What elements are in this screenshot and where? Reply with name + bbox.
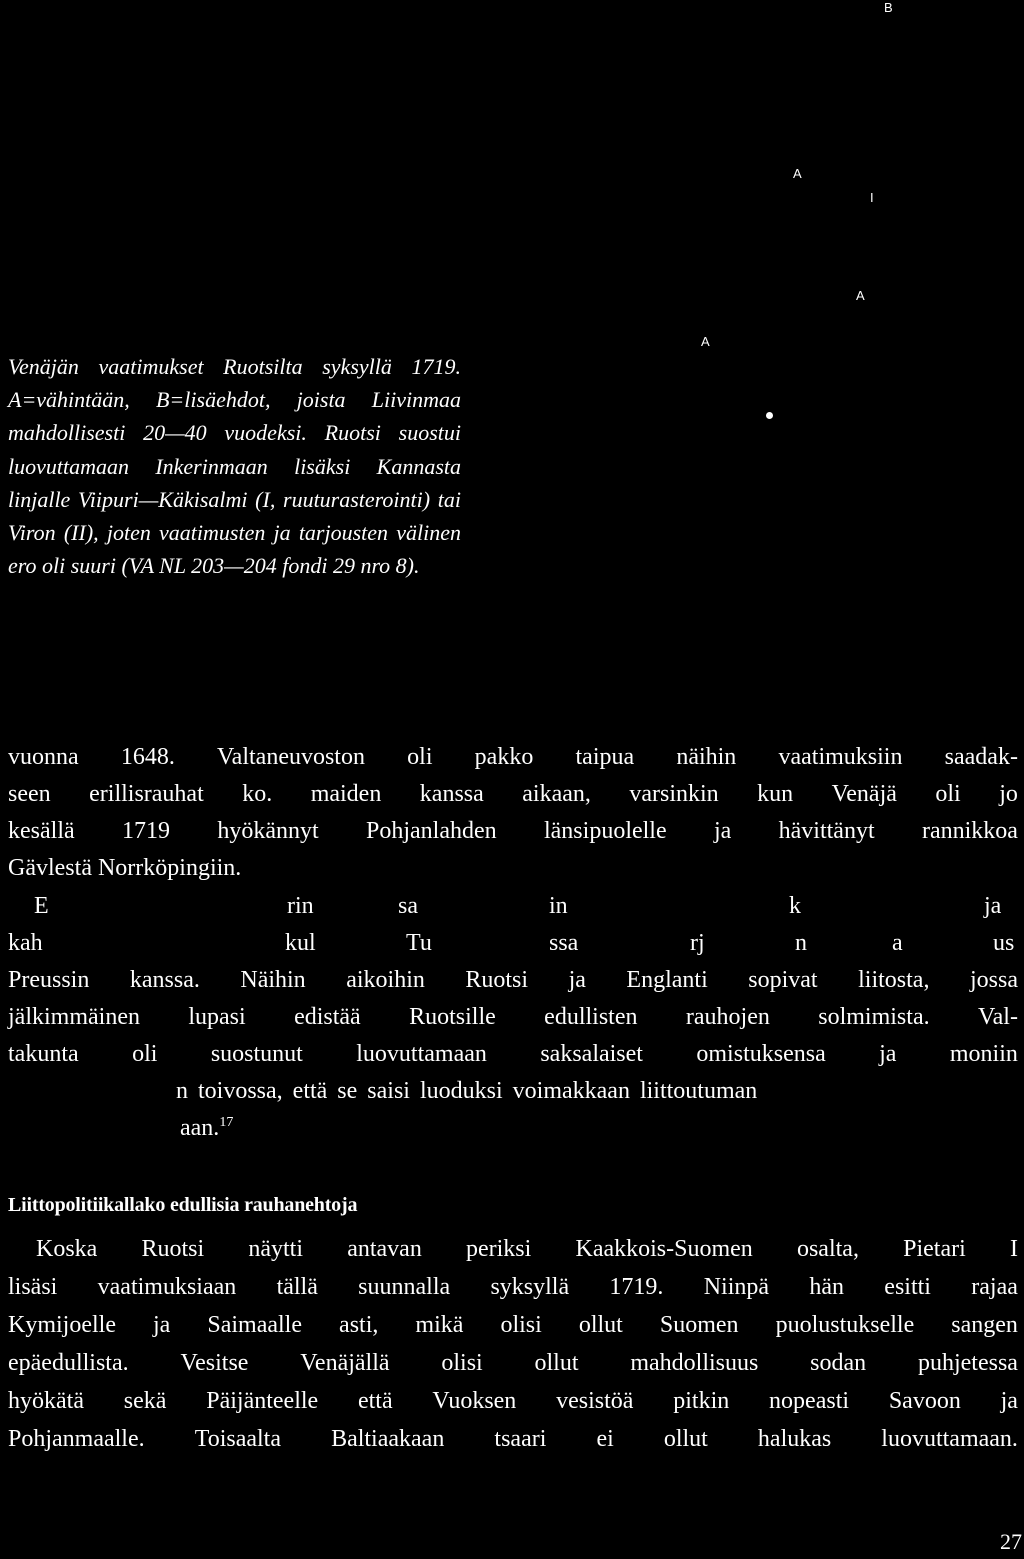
word: 1719. [609,1274,664,1300]
word: Baltiaakaan [331,1426,445,1452]
word: rauhojen [685,1004,770,1030]
word: ollut [578,1312,623,1338]
word: 1719 [121,818,170,844]
word: maiden [310,781,382,807]
word: ja [879,1041,897,1067]
word: Savoon [888,1388,961,1414]
fragment-word: sa [398,893,418,919]
body-line [8,967,1018,994]
word: Pohjanmaalle. [8,1426,145,1452]
word: hän [809,1274,844,1300]
word: oli [935,781,961,807]
word: ja [713,818,732,844]
fragment-word: kah [8,930,43,956]
word: nopeasti [769,1388,850,1414]
word: Toisaalta [194,1426,281,1452]
word: ja [1000,1388,1018,1414]
word: edullisten [544,1004,638,1030]
word: aikoihin [346,967,425,993]
word: Kymijoelle [8,1312,116,1338]
word: hävittänyt [778,818,875,844]
word: näytti [248,1236,304,1262]
word: tällä [276,1274,318,1300]
word: Ruotsille [409,1004,496,1030]
fragment-word: rj [690,930,705,956]
map-point-icon [766,412,773,419]
body-line [8,1274,1018,1301]
word: pitkin [673,1388,730,1414]
body-line [8,1350,1018,1377]
word: Pohjanlahden [366,818,497,844]
map-label-a3: A [701,334,710,349]
fragment-word: k [789,893,801,919]
word: lupasi [188,1004,246,1030]
word: Suomen [659,1312,739,1338]
word: suunnalla [358,1274,451,1300]
word: sopivat [748,967,818,993]
word: edistää [294,1004,361,1030]
word: rajaa [971,1274,1018,1300]
word: esitti [884,1274,931,1300]
word: mahdollisuus [630,1350,759,1376]
page-number: 27 [1000,1529,1022,1554]
body-line [8,1312,1018,1339]
body-line: n toivossa, että se saisi luoduksi voimakkaan liittoutuman [176,1078,758,1104]
body-line [8,1388,1018,1415]
word: solmimista. [818,1004,930,1030]
fragment-word: rin [287,893,314,919]
word: olisi [441,1350,483,1376]
word: luovuttamaan [356,1041,487,1067]
word: 1648. [120,744,175,770]
map-label-a2: A [856,288,865,303]
word: rannikkoa [921,818,1018,844]
body-line [8,818,1018,845]
word: ja [568,967,586,993]
body-line [8,1041,1018,1068]
word: takunta [8,1041,79,1067]
word: hyökätä [8,1388,84,1414]
fragment-word: E [34,893,49,919]
map-label-a1: A [793,166,802,181]
word: seen [8,781,51,807]
word: ko. [242,781,273,807]
word: Niinpä [703,1274,770,1300]
word: Koska [36,1236,98,1262]
word: tsaari [494,1426,547,1452]
body-line [8,1004,1018,1031]
word: kun [757,781,794,807]
fragment-line [8,930,1018,960]
word: luovuttamaan. [881,1426,1018,1452]
word: Vuoksen [432,1388,517,1414]
word: epäedullista. [8,1350,129,1376]
word: Kaakkois-Suomen [575,1236,753,1262]
fragment-line [8,893,1018,923]
word: antavan [347,1236,422,1262]
word: kanssa. [129,967,200,993]
word: vaatimuksiaan [97,1274,237,1300]
word: Saimaalle [207,1312,303,1338]
word: Englanti [626,967,708,993]
word: että [357,1388,393,1414]
word: Päijänteelle [206,1388,319,1414]
word: Vesitse [180,1350,249,1376]
map-label-i: I [870,190,874,205]
word: halukas [757,1426,832,1452]
word: ja [153,1312,171,1338]
word: moniin [949,1041,1018,1067]
word: Preussin [8,967,90,993]
word: I [1009,1236,1018,1262]
word: ei [596,1426,614,1452]
word: jo [999,781,1018,807]
fragment-word: kul [285,930,316,956]
fragment-word: a [892,930,903,956]
word: vuonna [8,744,79,770]
word: kanssa [419,781,484,807]
word: Venäjä [831,781,897,807]
fragment-word: ja [984,893,1002,919]
word: sodan [810,1350,867,1376]
word: vaatimuksiin [778,744,903,770]
word: varsinkin [629,781,719,807]
word: Val- [977,1004,1018,1030]
word: oli [407,744,433,770]
word: taipua [575,744,635,770]
word: puolustukselle [775,1312,915,1338]
body-line [8,1426,1018,1453]
word: Näihin [240,967,306,993]
word: pakko [474,744,534,770]
word: länsipuolelle [543,818,667,844]
word: ollut [534,1350,579,1376]
word: sangen [951,1312,1018,1338]
body-line: Gävlestä Norrköpingiin. [8,855,242,881]
word: aikaan, [522,781,591,807]
word: lisäsi [8,1274,58,1300]
word: Valtaneuvoston [217,744,365,770]
map-caption: Venäjän vaatimukset Ruotsilta syksyllä 1719. A=vähintään, B=lisäehdot, joista Liivinmaa mahdollisesti 20—40 vuodeksi. Ruotsi suostui luovuttamaan Inkerinmaan lisäksi Kannasta linjalle Viipuri—Käkisalmi (I, ruuturasterointi) tai Viron (II), joten vaatimusten ja tarjousten välinen ero oli suuri (VA NL 203—204 fondi 29 nro 8). [8,354,461,579]
word: puhjetessa [917,1350,1018,1376]
word: Pietari [903,1236,966,1262]
word: saksalaiset [540,1041,643,1067]
fragment-word: ssa [549,930,579,956]
word: sekä [123,1388,167,1414]
word: kesällä [8,818,75,844]
word: erillisrauhat [89,781,204,807]
section-heading: Liittopolitiikallako edullisia rauhanehtoja [8,1194,358,1216]
body-line [8,781,1018,808]
word: näihin [676,744,737,770]
word: hyökännyt [217,818,319,844]
fragment-word: Tu [406,930,432,956]
word: osalta, [796,1236,859,1262]
fragment-word: n [795,930,807,956]
map-label-b: B [884,0,893,15]
word: asti, [339,1312,379,1338]
last-fragment: aan. [180,1115,220,1141]
footnote-ref: 17 [219,1115,234,1130]
word: Venäjällä [300,1350,390,1376]
word: periksi [465,1236,532,1262]
body-line [8,744,1018,771]
body-line [36,1236,1018,1263]
word: oli [132,1041,158,1067]
word: ollut [663,1426,708,1452]
fragment-word: us [993,930,1015,956]
word: syksyllä [490,1274,570,1300]
word: jossa [969,967,1018,993]
body-line-end [180,1115,380,1142]
word: saadak- [944,744,1018,770]
word: mikä [415,1312,464,1338]
word: jälkimmäinen [8,1004,140,1030]
word: vesistöä [556,1388,634,1414]
word: liitosta, [858,967,930,993]
fragment-word: in [549,893,568,919]
word: Ruotsi [465,967,529,993]
word: omistuksensa [696,1041,826,1067]
word: olisi [500,1312,542,1338]
word: Ruotsi [141,1236,205,1262]
word: suostunut [210,1041,303,1067]
